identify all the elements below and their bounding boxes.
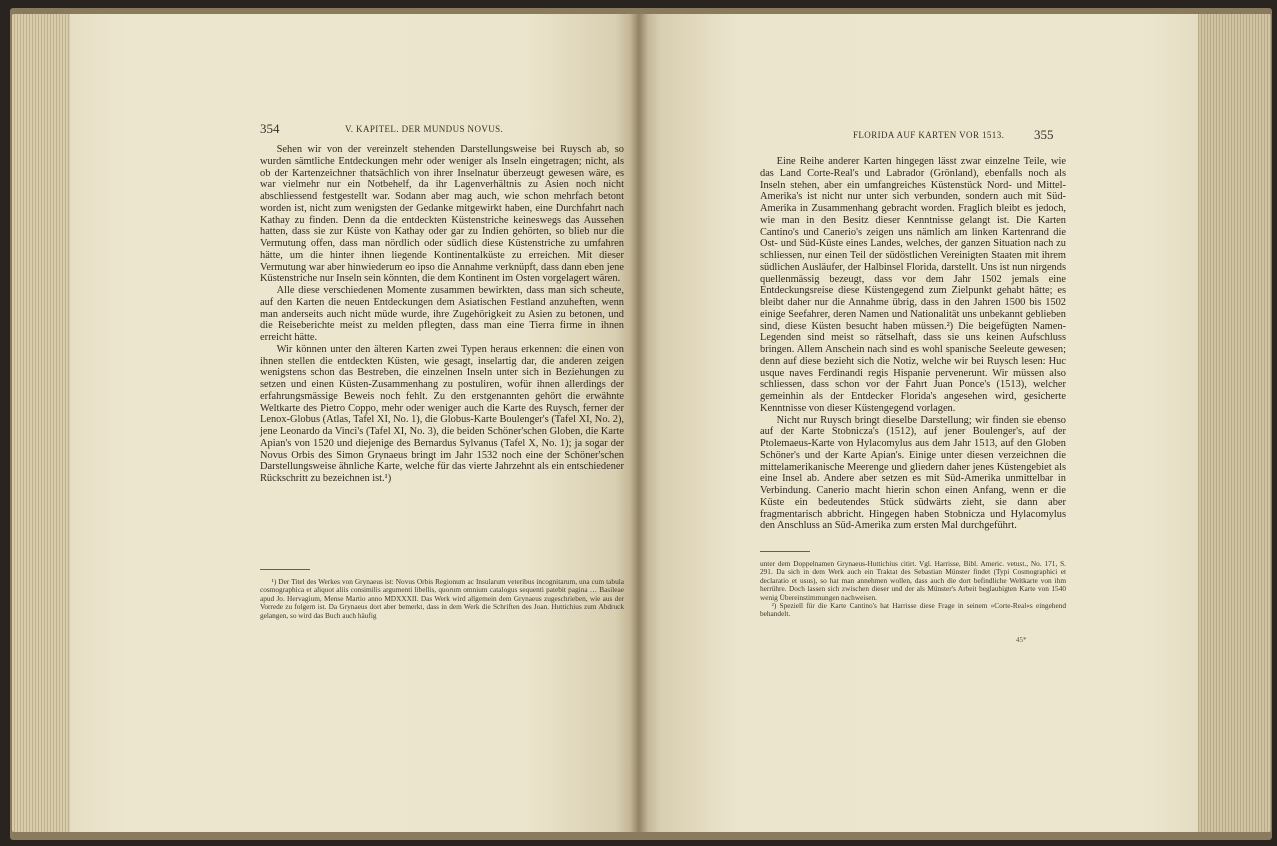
paragraph: Sehen wir von der vereinzelt stehenden Darstellungsweise bei Ruysch ab, so wurden sämtliche Entdeckungen mehr oder weniger als Inseln eingetragen; nicht, als ob der Kartenzeichner thatsächlich von ihrer Inselnatur überzeugt gewesen wäre, es war vielmehr nur ein Notbehelf, da ihr Lagenverhältnis zu Asien noch nicht abschliessend festgestellt war. Sodann aber mag auch, wie schon mehrfach betont worden ist, nicht zum wenigsten der Gedanke mitgewirkt haben, eine Durchfahrt nach Kathay zu finden. Denn da die entdeckten Küstenstriche keineswegs das Aussehen hatten, dass sie zur Küste von Kathay oder gar zu Indien gehörten, so blieb nur die Vermutung offen, dass man nördlich oder südlich diese Küstenstriche zu umfahren hätte, um die hinter ihnen liegende Kontinentalküste zu erreichen. Mit dieser Vermutung war aber hinwiederum eo ipso die Annahme verknüpft, dass dann eben jene Küstenstriche nur Inseln sein könnten, die dem Kontinent im Osten vorgelagert wären.	[260, 144, 624, 285]
running-header: V. KAPITEL. DER MUNDUS NOVUS.	[345, 124, 504, 134]
page-edges-right	[1193, 14, 1271, 832]
book-gutter	[630, 14, 648, 832]
footnote: ²) Speziell für die Karte Cantino's hat Harrisse diese Frage in seinem »Corte-Real«s eingehend behandelt.	[760, 601, 1066, 619]
body-text	[260, 144, 624, 485]
page-number: 354	[260, 121, 280, 136]
footnote: ¹) Der Titel des Werkes von Grynaeus ist: Novus Orbis Regionum ac Insularum veteribus incognitarum, una cum tabula cosmographica et aliquot aliis consimilis argumenti libellis, quorum omnium catalogus sequenti patebit pagina … Basileae apud Jo. Hervagium, Mense Martio anno MDXXXII. Das Werk wird allgemein dem Grynaeus zugeschrieben, wie aus der Vorrede zu folgern ist. Da Grynaeus dort aber bemerkt, dass in dem Werk die Schriften des Joan. Huttichius zum Abdruck gelangen, so wird das Buch auch häufig	[260, 577, 624, 620]
footnote-divider	[260, 569, 310, 570]
footnote-divider	[760, 551, 810, 552]
right-page	[638, 14, 1198, 832]
page-number: 355	[1034, 127, 1054, 142]
footnote: unter dem Doppelnamen Grynaeus-Huttichius citirt. Vgl. Harrisse, Bibl. Americ. vetust., No. 171, S. 291. Da sich in dem Werk auch ein Traktat des Sebastian Münster findet (Typi Cosmographici et declaratio et usus), so hat man annehmen wollen, dass auch die dort befindliche Weltkarte von ihm herrühre. Doch lassen sich zwischen dieser und der als Münster's Arbeit beglaubigten Karte von 1540 wenig Übereinstimmungen nachweisen.	[760, 559, 1066, 602]
running-header: FLORIDA AUF KARTEN VOR 1513.	[853, 130, 1005, 140]
paragraph: Wir können unter den älteren Karten zwei Typen heraus erkennen: die einen von ihnen stellen die entdeckten Küsten, wie gesagt, inselartig dar, die anderen zeigen wenigstens schon das Bestreben, die einzelnen Inseln unter sich in Beziehungen zu setzen und einen Küsten-Zusammenhang zu postuliren, wofür ihnen allerdings der erfahrungsmässige Beweis noch fehlt. Zu den erstgenannten gehört die erwähnte Weltkarte des Pietro Coppo, mehr oder weniger auch die Karte des Ruysch, ferner der Lenox-Globus (Atlas, Tafel XI, No. 1), die Globus-Karte Boulenger's (Tafel XI, No. 2), jene Leonardo da Vinci's (Tafel XI, No. 3), die beiden Schöner'schen Globen, die Karte Apian's von 1520 und diejenige des Bernardus Sylvanus (Tafel X, No. 1); ja sogar der Novus Orbis des Simon Grynaeus bringt im Jahr 1532 noch eine der Schöner'schen Darstellungsweise ähnliche Karte, welche für das vierte Jahrzehnt als ein entschiedener Rückschritt zu bezeichnen ist.¹)	[260, 343, 624, 484]
paragraph: Nicht nur Ruysch bringt dieselbe Darstellung; wir finden sie ebenso auf der Karte Stobnicza's (1512), auf jener Boulenger's, auf der Ptolemaeus-Karte von Hylacomylus aus dem Jahr 1513, auf den Globen Schöner's und der Karte Apian's. Einige unter diesen verzeichnen die mittelamerikanische Meerenge und gliedern daher jenes Küstengebiet als eine Insel ab. Andere aber setzen es mit Süd-Amerika unmittelbar in Verbindung. Canerio macht hierin schon einen Anfang, wenn er die Küste ein bedeutendes Stück südwärts zieht, sie dann aber fragmentarisch abbricht. Hingegen haben Stobnicza und Hylacomylus den Anschluss an Süd-Amerika zum ersten Mal durchgeführt.	[760, 414, 1066, 532]
paragraph: Eine Reihe anderer Karten hingegen lässt zwar einzelne Teile, wie das Land Corte-Real's und Labrador (Grönland), ebenfalls noch als Inseln stehen, aber ein umfangreiches Küstenstück Nord- und Mittel-Amerika's ist nicht nur unter sich verbunden, sondern auch mit Süd-Amerika in Zusammenhang gebracht worden. Fraglich bleibt es jedoch, wie man in den Besitz dieser Kenntnisse gelangt ist. Die Karten Cantino's und Canerio's zeigen uns nämlich am linken Kartenrand die Ost- und Süd-Küste eines Landes, welches, der ganzen Situation nach zu schliessen, nur einen Teil der südöstlichen Vereinigten Staaten mit ihrem südlichen Ausläufer, der Halbinsel Florida, darstellt. Uns ist nun nirgends quellenmässig bezeugt, dass vor dem Jahr 1502 jemals eine Entdeckungsreise diese Küstengegend zum Zielpunkt gehabt hätte; es bleibt daher nur die Annahme übrig, dass in den Jahren 1500 bis 1502 einige Seefahrer, deren Namen und Nationalität uns unbekannt geblieben sind, diese Küsten besucht haben müssen.²) Die beigefügten Namen-Legenden sind meist so rätselhaft, dass sie uns keinen Aufschluss bringen. Allem Anschein nach sind es wohl spanische Seeleute gewesen; denn auf diese bezieht sich die Notiz, welche wir bei Ruysch lesen: Huc usque naves Ferdinandi regis Hispanie pervenerunt. Wir müssen also schliessen, dass schon vor der Fahrt Juan Ponce's (1513), welcher gemeinhin als der Entdecker Florida's angesehen wird, gesicherte Kenntnisse von dieser Küstengegend vorlagen.	[760, 156, 1066, 414]
body-text	[760, 156, 1066, 532]
footnotes	[260, 578, 624, 620]
signature-mark: 45*	[1016, 636, 1027, 644]
left-page	[70, 14, 638, 832]
paragraph: Alle diese verschiedenen Momente zusammen bewirkten, dass man sich scheute, auf den Karten die neuen Entdeckungen dem Asiatischen Festland anzuheften, wenn man anderseits auch nicht müde wurde, ihre Zugehörigkeit zu Asien zu betonen, und die Reiseberichte meist zu melden pflegten, dass man eine Tierra firme in ihnen erreicht hätte.	[260, 285, 624, 343]
footnotes	[760, 560, 1066, 619]
